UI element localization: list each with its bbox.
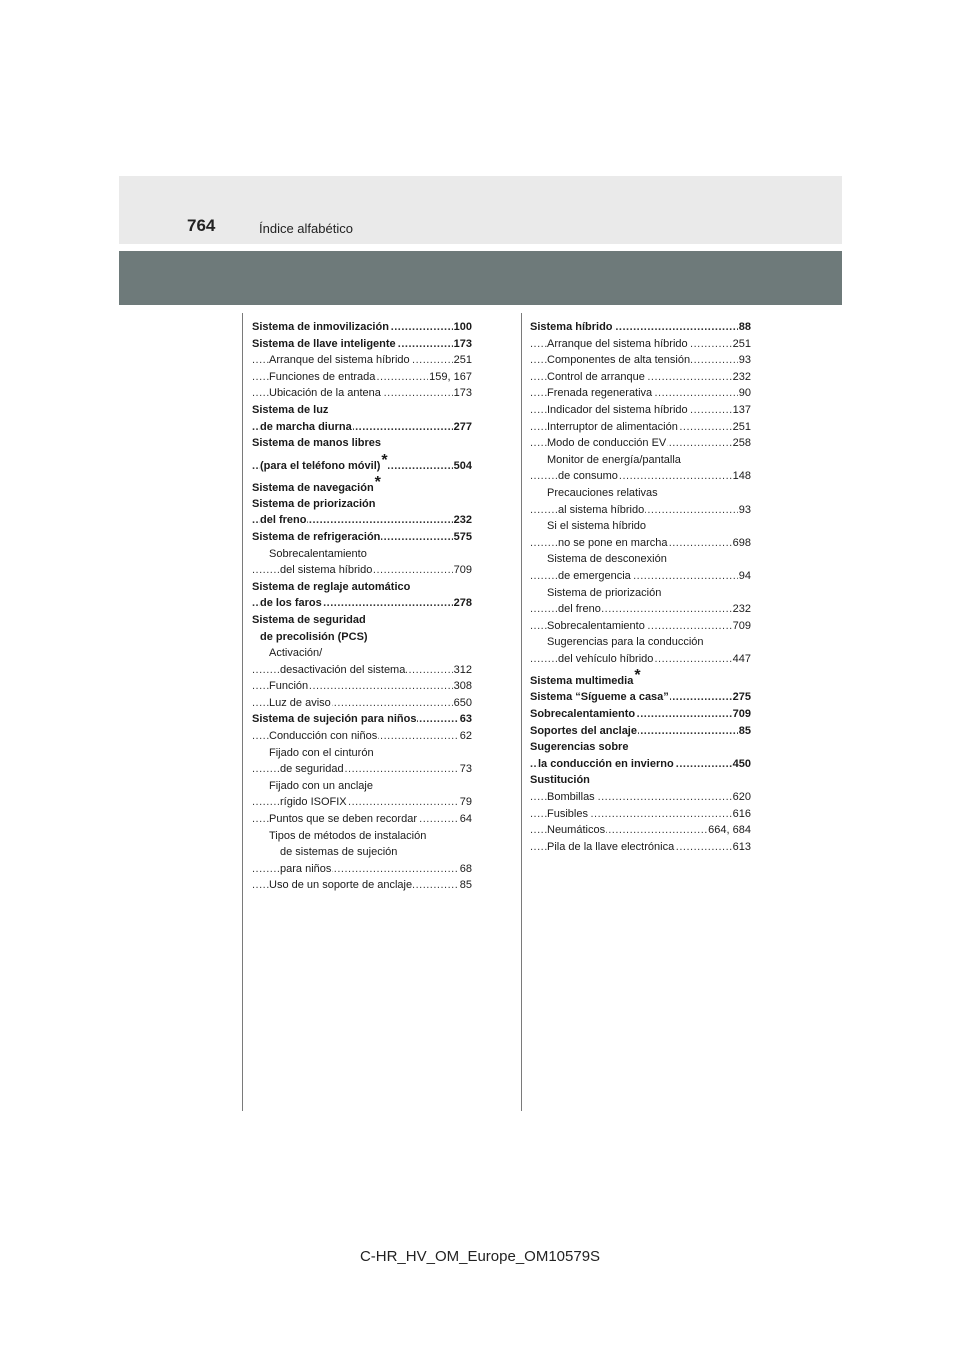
index-entry-text: Ubicación de la antena — [269, 387, 381, 400]
left-column-rule — [242, 313, 243, 1111]
index-entry-page: 504 — [453, 452, 472, 474]
index-entry — [252, 435, 472, 452]
index-entry-text: Control de arranque — [547, 370, 645, 383]
index-entry-text: Uso de un soporte de anclaje — [269, 879, 413, 892]
index-entry — [530, 369, 751, 386]
index-entry-page: 148 — [732, 468, 751, 485]
index-entry — [252, 811, 472, 828]
index-entry — [252, 629, 472, 646]
index-entry — [252, 678, 472, 695]
index-entry-text: Fusibles — [547, 807, 588, 820]
index-column-left — [252, 319, 472, 894]
index-entry-page: 312 — [453, 662, 472, 679]
index-entry-page: 232 — [732, 369, 751, 386]
index-entry-text: no se pone en marcha — [558, 536, 668, 549]
index-entry — [530, 585, 751, 602]
index-entry-page: 308 — [453, 678, 472, 695]
index-entry — [530, 839, 751, 856]
index-entry-text: Neumáticos — [547, 824, 606, 837]
index-entry — [530, 502, 751, 519]
index-entry — [252, 319, 472, 336]
index-entry — [252, 474, 472, 496]
index-entry — [530, 535, 751, 552]
index-entry — [530, 336, 751, 353]
section-title: Índice alfabético — [259, 221, 353, 236]
header-dark-band — [119, 251, 842, 305]
index-entry-page: 709 — [453, 562, 472, 579]
index-entry — [530, 756, 751, 773]
index-entry-text: Sistema de priorización — [547, 586, 662, 599]
index-entry-page: 100 — [453, 319, 472, 336]
index-entry — [252, 794, 472, 811]
index-entry — [252, 419, 472, 436]
index-entry-page: 251 — [732, 336, 751, 353]
index-entry-text: Sugerencias para la conducción — [547, 636, 704, 649]
index-entry-text: Sistema de priorización — [252, 497, 376, 510]
index-entry — [530, 352, 751, 369]
index-entry-text: Arranque del sistema híbrido — [547, 337, 688, 350]
index-entry — [530, 385, 751, 402]
index-entry — [252, 529, 472, 546]
index-entry-text: para niños — [280, 862, 332, 875]
index-entry-text: de los faros — [260, 597, 322, 610]
asterisk-mark: * — [634, 667, 641, 685]
index-entry — [252, 711, 472, 728]
index-entry — [252, 579, 472, 596]
index-entry — [530, 518, 751, 535]
index-entry — [530, 689, 751, 706]
index-entry-text: del sistema híbrido — [280, 564, 373, 577]
index-entry-page: 85 — [738, 723, 751, 740]
index-entry-text: de seguridad — [280, 763, 344, 776]
index-entry-text: de emergencia — [558, 569, 631, 582]
index-entry-page: 94 — [738, 568, 751, 585]
index-entry-page: 664, 684 — [707, 822, 751, 839]
index-entry-text: Bombillas — [547, 791, 595, 804]
index-entry-page: 616 — [732, 806, 751, 823]
index-entry — [252, 496, 472, 513]
document-code: C-HR_HV_OM_Europe_OM10579S — [359, 1248, 601, 1265]
index-entry-text: Interruptor de alimentación — [547, 420, 678, 433]
index-entry — [252, 662, 472, 679]
header-band — [119, 176, 842, 244]
index-entry — [252, 761, 472, 778]
index-entry-text: Sobrecalentamiento — [547, 619, 645, 632]
index-entry-text: del vehículo híbrido — [558, 652, 654, 665]
index-entry-page: 278 — [453, 595, 472, 612]
index-entry-text: Sistema de sujeción para niños — [252, 713, 417, 726]
index-entry-page: 93 — [738, 352, 751, 369]
index-entry — [252, 745, 472, 762]
index-entry-page: 447 — [732, 651, 751, 668]
index-entry — [252, 352, 472, 369]
index-entry — [530, 468, 751, 485]
index-entry — [530, 789, 751, 806]
index-entry-text: (para el teléfono móvil) — [260, 459, 381, 472]
index-entry-page: 251 — [732, 419, 751, 436]
index-entry-page: 275 — [732, 689, 751, 706]
page-number: 764 — [187, 216, 216, 235]
index-entry-page: 173 — [453, 336, 472, 353]
index-entry-text: de sistemas de sujeción — [280, 846, 398, 859]
index-entry — [530, 435, 751, 452]
index-entry-text: del freno — [260, 514, 307, 527]
index-entry — [530, 651, 751, 668]
index-entry-page: 650 — [453, 695, 472, 712]
index-entry — [530, 601, 751, 618]
index-entry-page: 251 — [453, 352, 472, 369]
index-entry — [252, 612, 472, 629]
index-entry — [252, 844, 472, 861]
index-entry-text: Sistema de desconexión — [547, 553, 667, 566]
index-entry-page: 64 — [459, 811, 472, 828]
index-entry — [530, 452, 751, 469]
index-entry — [530, 822, 751, 839]
index-entry-text: Sistema de llave inteligente — [252, 337, 396, 350]
index-entry-page: 159, 167 — [428, 369, 472, 386]
index-entry-page: 258 — [732, 435, 751, 452]
index-entry — [530, 419, 751, 436]
index-entry-text: Luz de aviso — [269, 696, 331, 709]
index-entry — [530, 806, 751, 823]
index-entry-text: Puntos que se deben recordar — [269, 813, 417, 826]
index-entry-page: 88 — [738, 319, 751, 336]
index-entry — [530, 667, 751, 689]
index-entry-text: Sistema multimedia — [530, 675, 634, 688]
index-entry-text: Sistema de manos libres — [252, 437, 381, 450]
index-entry — [252, 336, 472, 353]
index-entry — [252, 695, 472, 712]
index-entry-page: 73 — [459, 761, 472, 778]
index-entry-page: 575 — [453, 529, 472, 546]
index-entry-text: Componentes de alta tensión — [547, 354, 691, 367]
index-entry-text: la conducción en invierno — [538, 757, 674, 770]
index-entry-page: 62 — [459, 728, 472, 745]
index-entry — [252, 778, 472, 795]
index-entry — [530, 723, 751, 740]
index-entry-page: 709 — [732, 706, 751, 723]
middle-column-rule — [521, 313, 522, 1111]
index-entry — [530, 551, 751, 568]
index-entry-page: 68 — [459, 861, 472, 878]
index-entry-text: Sistema de seguridad — [252, 613, 366, 626]
index-entry-text: Sobrecalentamiento — [530, 708, 636, 721]
asterisk-mark: * — [374, 473, 381, 491]
index-entry-text: Conducción con niños — [269, 730, 378, 743]
index-entry — [252, 546, 472, 563]
index-entry-page: 63 — [459, 711, 472, 728]
index-entry-text: rígido ISOFIX — [280, 796, 347, 809]
index-entry — [530, 485, 751, 502]
index-entry — [252, 562, 472, 579]
index-entry-page: 137 — [732, 402, 751, 419]
index-entry — [252, 402, 472, 419]
index-entry-page: 709 — [732, 618, 751, 635]
index-entry — [252, 828, 472, 845]
index-entry — [530, 402, 751, 419]
index-entry-page: 450 — [732, 756, 751, 773]
index-entry-text: del freno — [558, 603, 601, 616]
index-entry-text: Sugerencias sobre — [530, 741, 629, 754]
index-entry-text: Sistema de luz — [252, 403, 329, 416]
index-entry — [530, 618, 751, 635]
index-entry-text: Indicador del sistema híbrido — [547, 403, 688, 416]
index-entry-page: 613 — [732, 839, 751, 856]
index-entry-text: de consumo — [558, 470, 618, 483]
index-entry-page: 698 — [732, 535, 751, 552]
index-column-right — [530, 319, 751, 855]
index-entry — [252, 728, 472, 745]
index-entry-text: Fijado con un anclaje — [269, 779, 373, 792]
index-entry — [252, 861, 472, 878]
index-entry-text: Sistema de navegación — [252, 481, 374, 494]
index-entry-text: Tipos de métodos de instalación — [269, 829, 427, 842]
index-entry-text: Sistema de refrigeración — [252, 530, 381, 543]
index-entry — [252, 512, 472, 529]
index-entry — [530, 634, 751, 651]
index-entry-text: Fijado con el cinturón — [269, 746, 374, 759]
index-entry-page: 620 — [732, 789, 751, 806]
index-entry-text: Sistema de reglaje automático — [252, 580, 411, 593]
index-entry — [530, 319, 751, 336]
index-entry-page: 79 — [459, 794, 472, 811]
index-entry-text: Precauciones relativas — [547, 486, 658, 499]
index-entry-page: 173 — [453, 385, 472, 402]
index-entry — [252, 595, 472, 612]
index-entry — [252, 452, 472, 474]
index-entry-text: Pila de la llave electrónica — [547, 840, 675, 853]
index-entry-page: 232 — [453, 512, 472, 529]
index-entry — [530, 706, 751, 723]
asterisk-mark: * — [381, 451, 388, 469]
index-entry-text: Si el sistema híbrido — [547, 520, 647, 533]
index-entry-text: Sistema “Sígueme a casa” — [530, 691, 669, 704]
index-entry-text: Sistema de inmovilización — [252, 321, 389, 333]
index-entry-text: Arranque del sistema híbrido — [269, 354, 410, 367]
index-entry — [252, 369, 472, 386]
index-entry-text: al sistema híbrido — [558, 503, 645, 516]
index-entry-text: Monitor de energía/pantalla — [547, 453, 681, 466]
index-entry-text: de marcha diurna — [260, 420, 352, 433]
index-entry-text: Soportes del anclaje — [530, 724, 637, 737]
index-entry-page: 232 — [732, 601, 751, 618]
index-entry-page: 93 — [738, 502, 751, 519]
index-entry-text: de precolisión (PCS) — [260, 630, 368, 643]
index-entry — [530, 772, 751, 789]
index-entry-text: Modo de conducción EV — [547, 437, 667, 450]
index-entry-text: Sobrecalentamiento — [269, 547, 367, 560]
index-entry-page: 85 — [459, 877, 472, 894]
index-entry — [530, 739, 751, 756]
index-entry-text: Sistema híbrido — [530, 321, 613, 333]
index-entry — [530, 568, 751, 585]
index-entry — [252, 877, 472, 894]
index-entry-text: Activación/ — [269, 647, 323, 660]
index-entry-text: Frenada regenerativa — [547, 387, 653, 400]
index-entry-text: Sustitución — [530, 774, 590, 787]
index-entry — [252, 385, 472, 402]
index-entry-text: desactivación del sistema — [280, 663, 406, 676]
index-entry-text: Función — [269, 680, 309, 693]
index-entry — [252, 645, 472, 662]
index-entry-page: 90 — [738, 385, 751, 402]
index-entry-page: 277 — [453, 419, 472, 436]
index-entry-text: Funciones de entrada — [269, 370, 376, 383]
